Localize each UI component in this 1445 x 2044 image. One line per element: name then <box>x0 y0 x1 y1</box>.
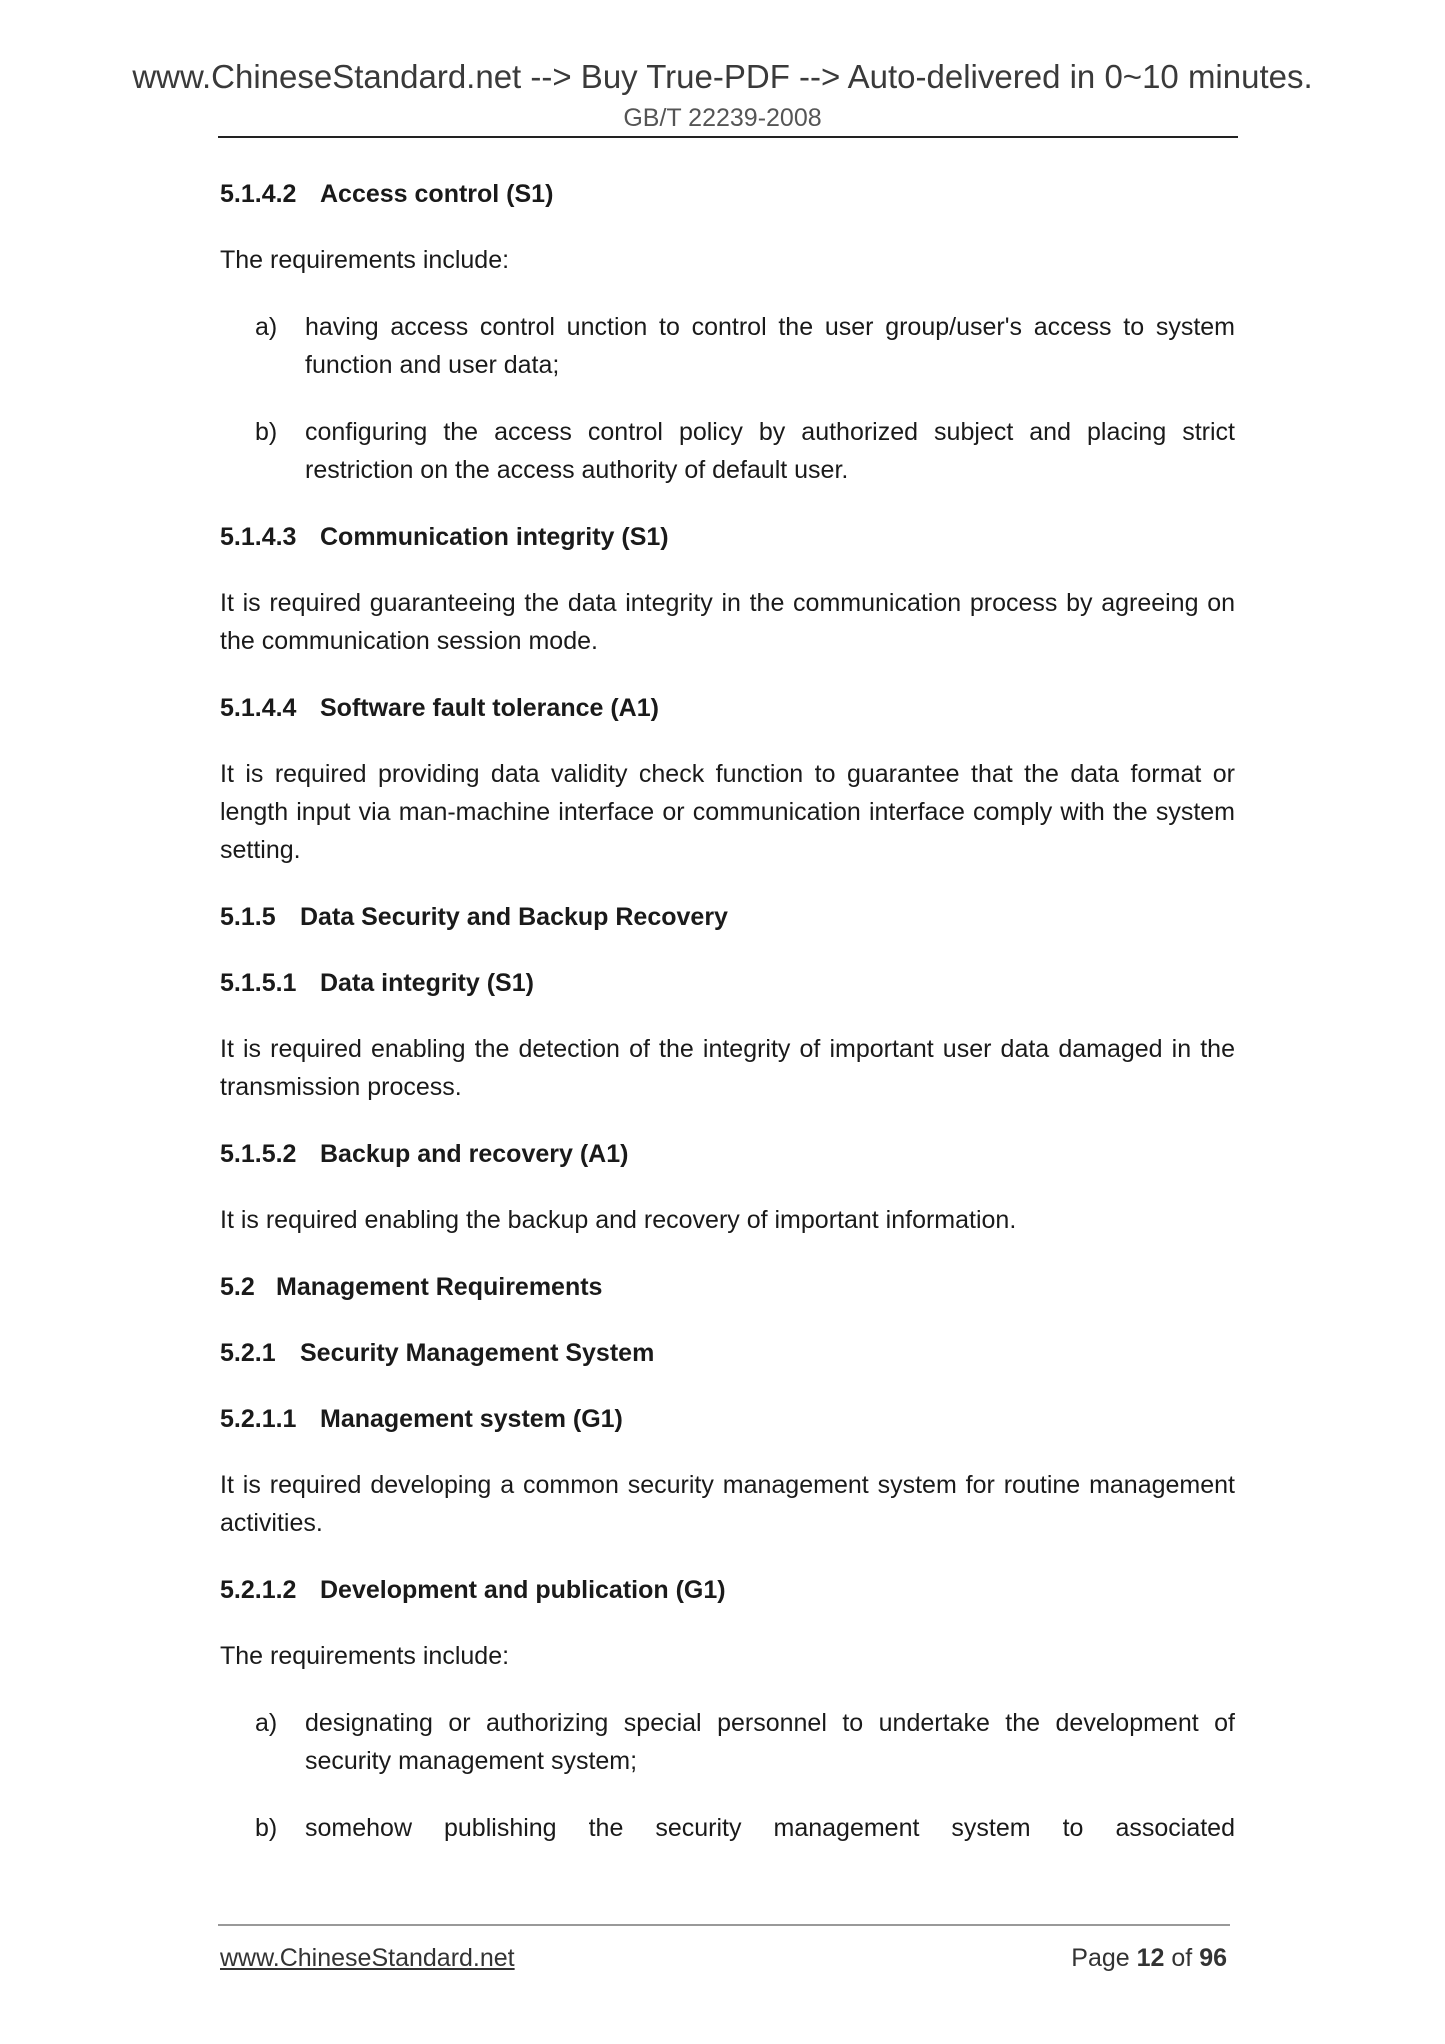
paragraph: It is required providing data validity check function to guarantee that the data format or length input via man-machine interface or communication interface comply with the system setting. <box>220 760 1235 864</box>
paragraph: It is required developing a common security management system for routine management activities. <box>220 1471 1235 1537</box>
heading-5-1-5-1 <box>220 964 1235 1002</box>
section-number: 5.2.1.1 <box>220 1405 297 1433</box>
header-divider <box>218 136 1238 138</box>
page-prefix: Page <box>1071 1944 1130 1972</box>
list-item <box>220 1809 1235 1847</box>
paragraph: It is required enabling the detection of the integrity of important user data damaged in the transmission process. <box>220 1035 1235 1101</box>
list-label: b) <box>255 418 278 446</box>
section-title: Management Requirements <box>276 1273 603 1301</box>
section-number: 5.2 <box>220 1273 255 1301</box>
section-number: 5.1.4.3 <box>220 523 297 551</box>
paragraph: It is required enabling the backup and recovery of important information. <box>220 1206 1017 1234</box>
section-title: Communication integrity (S1) <box>320 523 669 551</box>
section-title: Management system (G1) <box>320 1405 623 1433</box>
list-label: b) <box>255 1814 278 1842</box>
list-item <box>220 308 1235 384</box>
document-body <box>220 175 1235 1876</box>
heading-5-1-5-2 <box>220 1135 1235 1173</box>
heading-5-2 <box>220 1268 1235 1306</box>
standard-code: GB/T 22239-2008 <box>623 104 822 132</box>
paragraph: The requirements include: <box>220 246 510 274</box>
heading-5-1-4-4 <box>220 689 1235 727</box>
paragraph: The requirements include: <box>220 1642 510 1670</box>
heading-5-2-1-1 <box>220 1400 1235 1438</box>
footer-divider <box>218 1924 1230 1926</box>
section-title: Security Management System <box>300 1339 655 1367</box>
section-title: Software fault tolerance (A1) <box>320 694 659 722</box>
paragraph: It is required guaranteeing the data integrity in the communication process by agreeing on the communication session mode. <box>220 589 1235 655</box>
list-label: a) <box>255 313 278 341</box>
list-text: designating or authorizing special personnel to undertake the development of security management system; <box>305 1709 1235 1775</box>
heading-5-2-1 <box>220 1334 1235 1372</box>
list-item <box>220 1704 1235 1780</box>
footer-site-link[interactable]: www.ChineseStandard.net <box>220 1944 515 1972</box>
heading-5-2-1-2 <box>220 1571 1235 1609</box>
section-title: Backup and recovery (A1) <box>320 1140 629 1168</box>
section-title: Data Security and Backup Recovery <box>300 903 728 931</box>
heading-5-1-4-3 <box>220 518 1235 556</box>
top-banner: www.ChineseStandard.net --> Buy True-PDF --> Auto-delivered in 0~10 minutes. <box>132 58 1313 95</box>
list-item <box>220 413 1235 489</box>
section-number: 5.1.5 <box>220 903 276 931</box>
page-total: 96 <box>1199 1944 1227 1972</box>
list-text: having access control unction to control the user group/user's access to system function and user data; <box>305 313 1235 379</box>
section-number: 5.2.1 <box>220 1339 276 1367</box>
list-text: somehow publishing the security management system to associated <box>305 1814 1235 1842</box>
page-indicator <box>1071 1944 1227 1973</box>
list-label: a) <box>255 1709 278 1737</box>
section-number: 5.2.1.2 <box>220 1576 297 1604</box>
page-current: 12 <box>1136 1944 1165 1972</box>
section-number: 5.1.4.4 <box>220 694 297 722</box>
section-number: 5.1.4.2 <box>220 180 297 208</box>
section-title: Development and publication (G1) <box>320 1576 726 1604</box>
heading-5-1-4-2 <box>220 175 1235 213</box>
section-title: Access control (S1) <box>320 180 554 208</box>
list-text: configuring the access control policy by authorized subject and placing strict restriction on the access authority of default user. <box>305 418 1235 484</box>
section-number: 5.1.5.2 <box>220 1140 297 1168</box>
section-title: Data integrity (S1) <box>320 969 534 997</box>
page-of: of <box>1171 1944 1193 1972</box>
section-number: 5.1.5.1 <box>220 969 297 997</box>
heading-5-1-5 <box>220 898 1235 936</box>
